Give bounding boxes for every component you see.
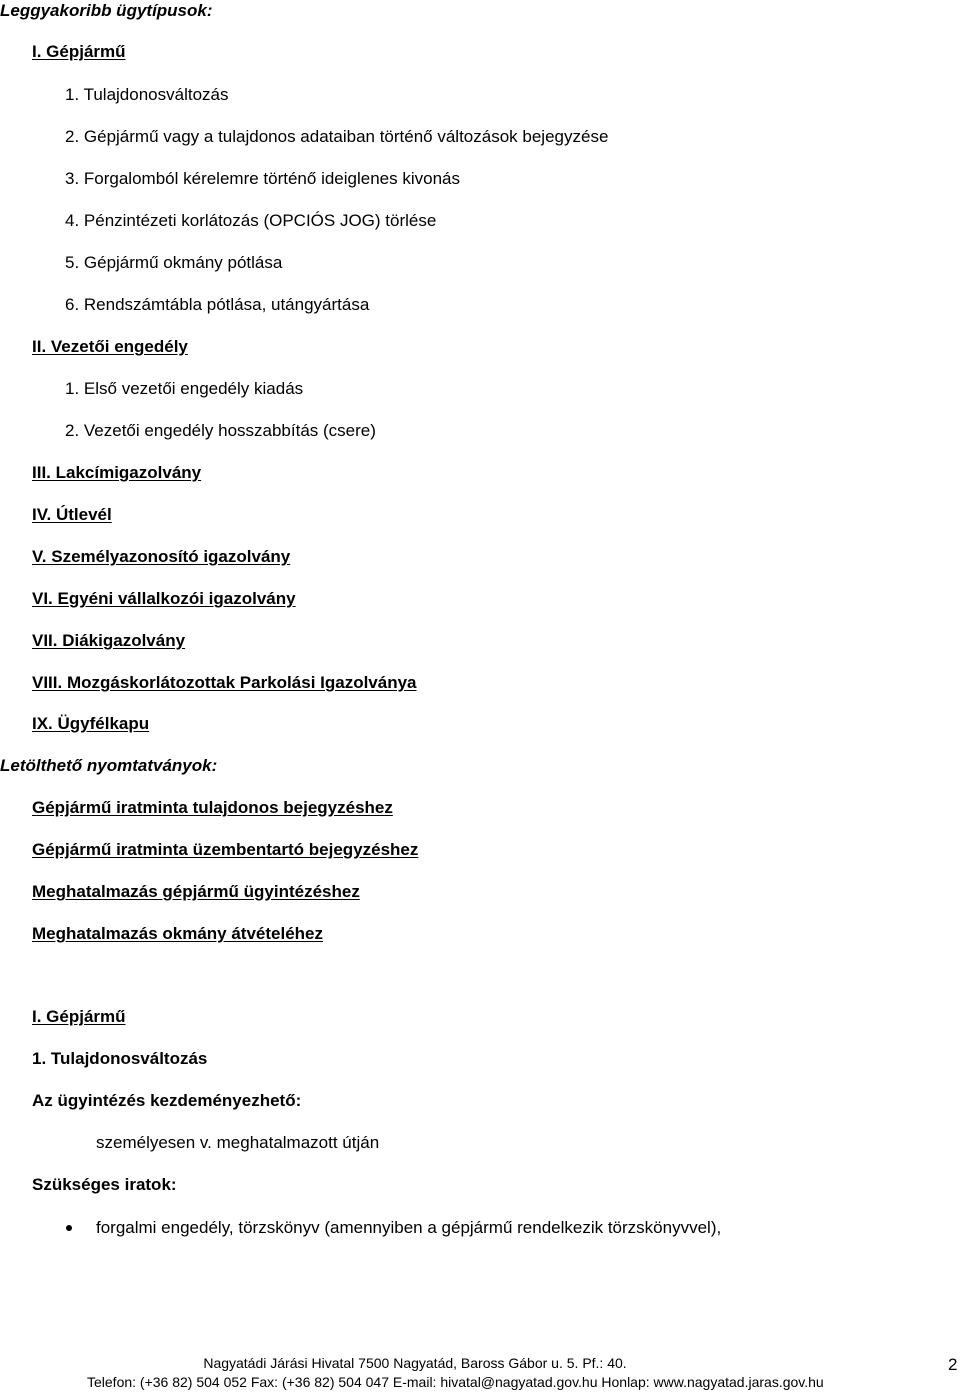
footer-address [0,1355,960,1371]
list-item: 3. Forgalomból kérelemre történő ideiglenes kivonás [65,169,460,188]
detail-subsection-title: 1. Tulajdonosváltozás [32,1049,208,1068]
list-item: 2. Vezetői engedély hosszabbítás (csere) [65,421,376,440]
list-item: 4. Pénzintézeti korlátozás (OPCIÓS JOG) törlése [65,211,437,230]
category-link-egyeni-vallalkozoi[interactable]: VI. Egyéni vállalkozói igazolvány [32,589,296,608]
list-item: 1. Első vezetői engedély kiadás [65,379,304,398]
form-link-uzembentarto[interactable]: Gépjármű iratminta üzembentartó bejegyzéshez [32,840,419,859]
list-item: 2. Gépjármű vagy a tulajdonos adataiban történő változások bejegyzése [65,127,609,146]
category-link-utlevel[interactable]: IV. Útlevél [32,505,112,524]
category-link-mozgaskorlatozottak[interactable]: VIII. Mozgáskorlátozottak Parkolási Igazolványa [32,673,417,692]
documents-label: Szükséges iratok: [32,1175,177,1194]
form-link-meghatalmazas-gepjarmu[interactable]: Meghatalmazás gépjármű ügyintézéshez [32,882,360,901]
category-link-lakcimigazolvany[interactable]: III. Lakcímigazolvány [32,463,202,482]
category-link-szemelyazonosito[interactable]: V. Személyazonosító igazolvány [32,547,291,566]
form-link-tulajdonos[interactable]: Gépjármű iratminta tulajdonos bejegyzéshez [32,798,393,817]
page-number: 2 [948,1355,958,1374]
form-link-meghatalmazas-atvetel[interactable]: Meghatalmazás okmány átvételéhez [32,924,324,943]
list-item: 6. Rendszámtábla pótlása, utángyártása [65,295,370,314]
initiation-label: Az ügyintézés kezdeményezhető: [32,1091,302,1110]
category-link-ugyfelkapu[interactable]: IX. Ügyfélkapu [32,714,150,733]
page-heading: Leggyakoribb ügytípusok: [0,1,213,20]
document-item: forgalmi engedély, törzskönyv (amennyiben a gépjármű rendelkezik törzskönyvvel), [96,1218,722,1237]
footer-contact: Telefon: (+36 82) 504 052 Fax: (+36 82) 504 047 E-mail: hivatal@nagyatad.gov.hu Honlap: www.nagyatad.jaras.gov.hu [87,1374,824,1390]
category-link-gepjarmu[interactable]: I. Gépjármű [32,42,126,61]
category-link-diakigazolvany[interactable]: VII. Diákigazolvány [32,631,186,650]
detail-section-title: I. Gépjármű [32,1007,126,1026]
forms-heading: Letölthető nyomtatványok: [0,756,218,775]
list-item: 5. Gépjármű okmány pótlása [65,253,283,272]
footer-line-1: Nagyatádi Járási Hivatal 7500 Nagyatád, Baross Gábor u. 5. Pf.: 40. [203,1355,627,1371]
category-link-vezetoi-engedely[interactable]: II. Vezetői engedély [32,337,188,356]
bullet-icon [66,1225,72,1231]
initiation-value: személyesen v. meghatalmazott útján [96,1133,380,1152]
list-item: 1. Tulajdonosváltozás [65,85,229,104]
